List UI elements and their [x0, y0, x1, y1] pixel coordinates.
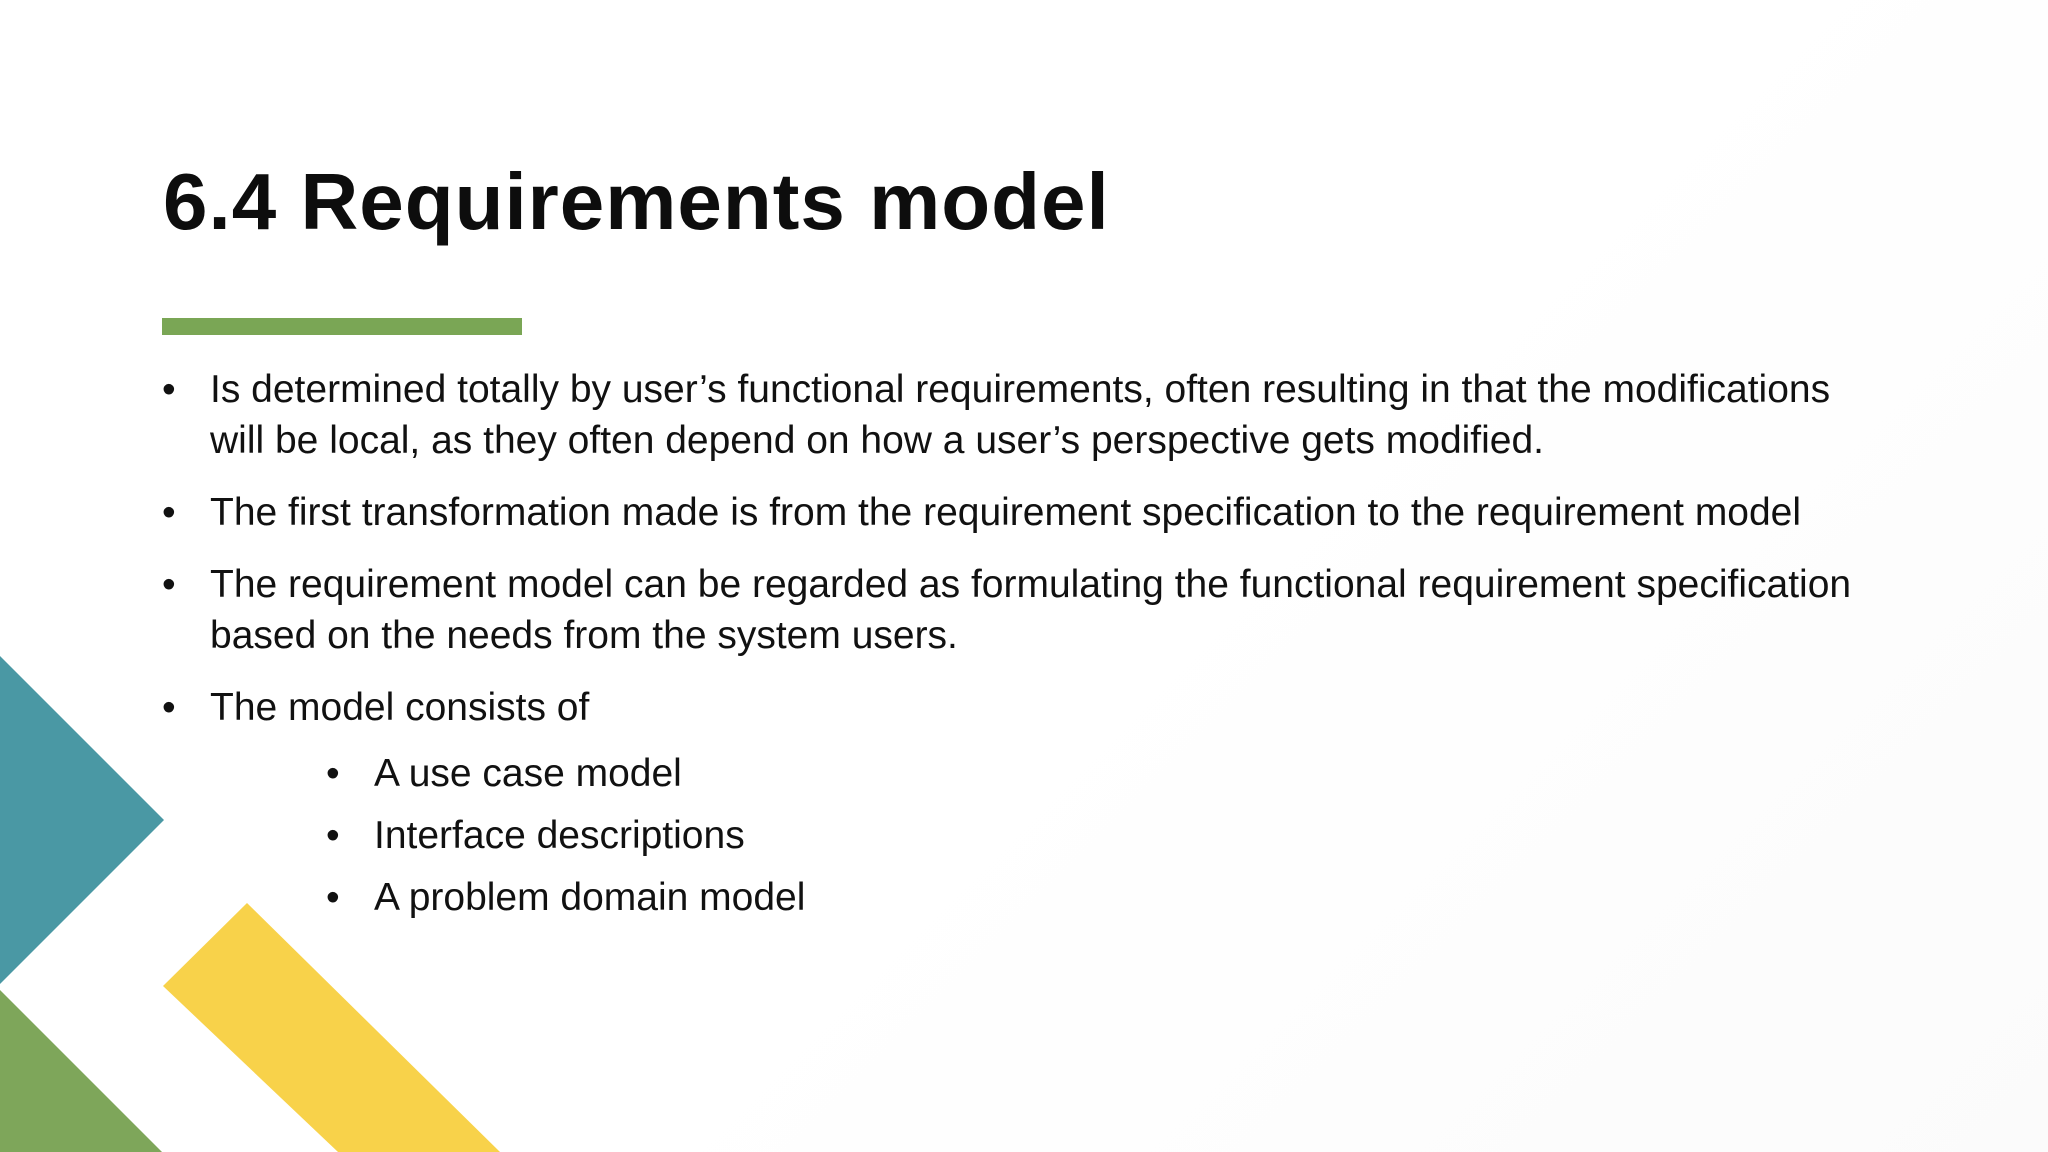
bullet-list [162, 364, 1862, 950]
slide-title: 6.4 Requirements model [163, 157, 1110, 246]
sub-bullet-item [210, 743, 1862, 805]
bullet-dot-icon: • [162, 686, 176, 729]
bullet-dot-icon: • [326, 814, 340, 857]
title-accent-bar [162, 318, 522, 335]
green-triangle-shape [0, 990, 162, 1152]
bullet-text: Is determined totally by user’s functional requirements, often resulting in that the modifications will be local, as they often depend on how a user’s perspective gets modified. [210, 368, 1831, 462]
bullet-dot-icon: • [162, 563, 176, 606]
sub-bullet-item [210, 867, 1862, 929]
bullet-text: The requirement model can be regarded as formulating the functional requirement specification based on the needs from the system users. [210, 563, 1852, 657]
bullet-text: The model consists of [210, 686, 590, 729]
teal-triangle-shape [0, 656, 164, 984]
bullet-item [162, 682, 1862, 929]
bullet-dot-icon: • [326, 752, 340, 795]
bullet-item [162, 364, 1862, 466]
bullet-dot-icon: • [326, 876, 340, 919]
bullet-item [162, 487, 1862, 538]
sub-bullet-text: Interface descriptions [374, 814, 745, 857]
sub-bullet-item [210, 805, 1862, 867]
sub-bullet-text: A problem domain model [374, 876, 806, 919]
bullet-item [162, 559, 1862, 661]
bullet-dot-icon: • [162, 491, 176, 534]
sub-bullet-list [210, 743, 1862, 929]
bullet-dot-icon: • [162, 368, 176, 411]
sub-bullet-text: A use case model [374, 752, 682, 795]
bullet-text: The first transformation made is from the requirement specification to the requirement model [210, 491, 1802, 534]
